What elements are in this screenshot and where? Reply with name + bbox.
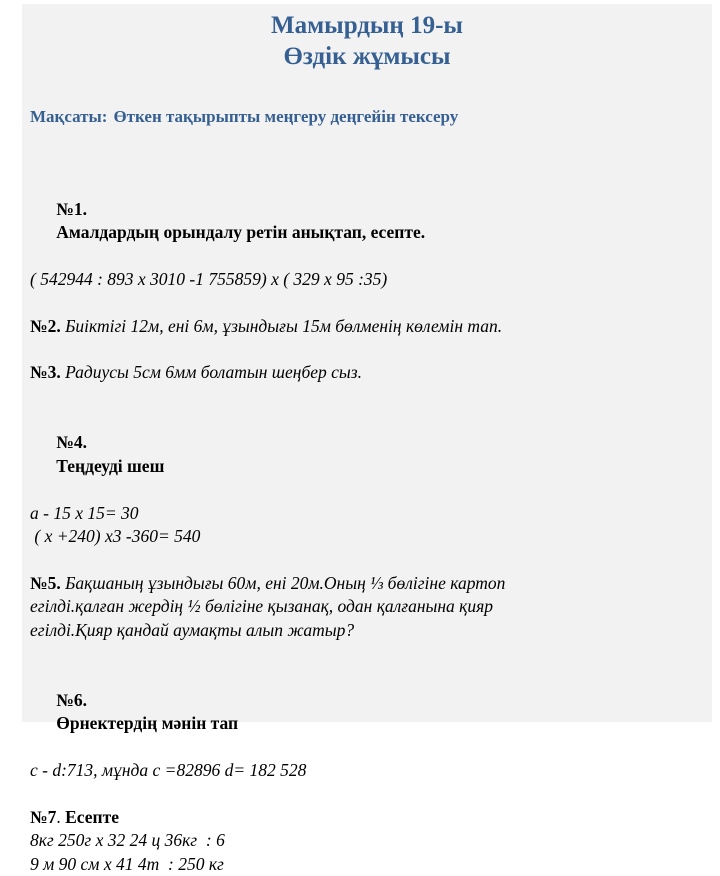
task-3-text: Радиусы 5см 6мм болатын шеңбер сыз.	[65, 362, 362, 382]
task-1-number: №1.	[56, 199, 87, 219]
task-2-number: №2.	[30, 316, 61, 336]
task-7-heading: Есепте	[65, 807, 119, 827]
task-2-text: Биіктігі 12м, ені 6м, ұзындығы 15м бөлменің көлемін тап.	[65, 316, 502, 336]
goal-text: Өткен тақырыпты меңгеру деңгейін тексеру	[113, 107, 458, 126]
task-2	[30, 315, 704, 339]
task-3	[30, 361, 704, 385]
task-5	[30, 572, 704, 643]
title-date: Мамырдың 19-ы	[30, 10, 704, 41]
goal-label: Мақсаты:	[30, 107, 107, 126]
document-page	[22, 4, 712, 722]
task-5-text-3: егілді.Қияр қандай аумақты алып жатыр?	[30, 619, 704, 643]
task-4-equation-2: ( х +240) х3 -360= 540	[30, 525, 704, 549]
task-7	[30, 806, 704, 876]
task-3-number: №3.	[30, 362, 61, 382]
task-1-expression: ( 542944 : 893 х 3010 -1 755859) х ( 329 х 95 :35)	[30, 268, 704, 292]
title-work: Өздік жұмысы	[30, 41, 704, 72]
task-4	[30, 408, 704, 549]
task-6	[30, 665, 704, 783]
task-7-dot: .	[56, 807, 60, 827]
task-4-heading: Теңдеуді шеш	[56, 456, 164, 476]
task-4-equation-1: а - 15 х 15= 30	[30, 502, 704, 526]
task-6-expression: с - d:713, мұнда с =82896 d= 182 528	[30, 759, 704, 783]
task-7-expression-1: 8кг 250г х 32 24 ц 36кг : 6	[30, 829, 704, 853]
task-1	[30, 174, 704, 292]
task-5-number: №5.	[30, 573, 61, 593]
task-1-heading: Амалдардың орындалу ретін анықтап, есепте.	[56, 222, 425, 242]
page-title	[30, 10, 704, 72]
task-5-text-2: егілді.қалған жердің ½ бөлігіне қызанақ, одан қалғанына қияр	[30, 595, 704, 619]
goal-statement	[30, 107, 704, 127]
task-6-heading: Өрнектердің мәнін тап	[56, 713, 238, 733]
task-5-text-1: Бақшаның ұзындығы 60м, ені 20м.Оның ⅓ бөлігіне картоп	[65, 573, 505, 593]
task-6-number: №6.	[56, 690, 87, 710]
task-7-number: №7	[30, 807, 56, 827]
task-4-number: №4.	[56, 432, 87, 452]
task-7-expression-2: 9 м 90 см х 41 4т : 250 кг	[30, 853, 704, 876]
